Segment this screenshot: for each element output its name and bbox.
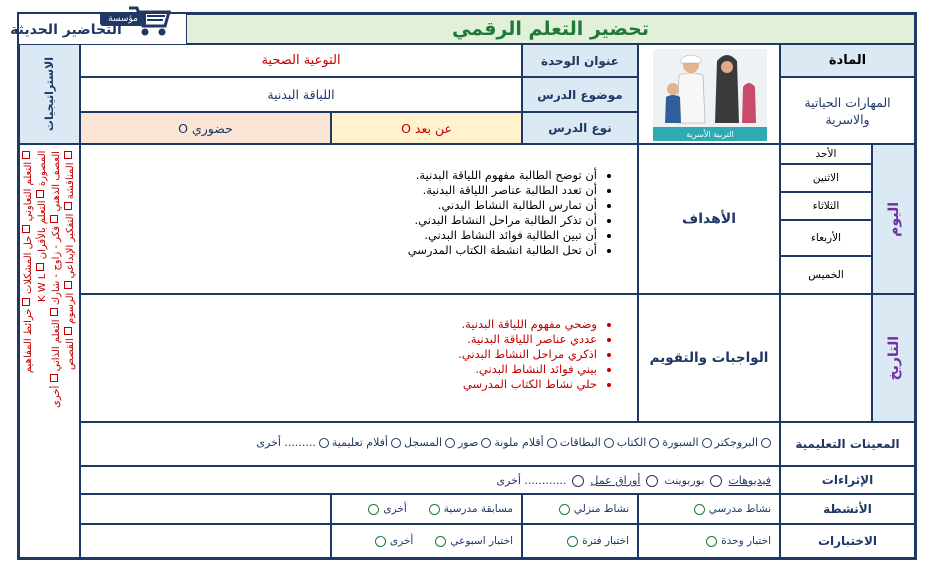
aids-label-cell: [780, 422, 915, 466]
strategy-item: K W L: [37, 274, 48, 303]
objective-item: • أن تذكر الطالبة مراحل النشاط البدني.: [408, 213, 597, 228]
aid-option[interactable]: البطاقات: [559, 436, 601, 449]
activity-option[interactable]: مسابقة مدرسية: [443, 503, 513, 515]
homework-item: • اذكري مراحل النشاط البدني.: [458, 347, 597, 362]
strategy-item: حل المشكلات: [23, 236, 34, 295]
strategy-item: المصورة: [37, 151, 48, 187]
checkbox-icon[interactable]: [36, 190, 44, 198]
homework-list-cell: [80, 294, 638, 422]
radio-icon[interactable]: [649, 438, 659, 448]
activity-option-group: [559, 503, 629, 515]
strategy-item: التعلم التعاوني: [23, 162, 34, 222]
homework-item: • عددي عناصر اللياقة البدنية.: [458, 332, 597, 347]
strategies-col-4: [64, 151, 76, 551]
date-label: التاريخ: [885, 335, 902, 381]
strategy-item: أخرى: [51, 385, 62, 408]
enrichment-label-cell: [780, 466, 915, 494]
radio-icon[interactable]: [547, 438, 557, 448]
type-present-option[interactable]: حضوري O: [178, 120, 233, 136]
checkbox-icon[interactable]: [64, 327, 72, 335]
tests-label: الاختبارات: [817, 534, 878, 548]
objectives-label: الأهداف: [681, 211, 737, 227]
unit-label: عنوان الوحدة: [541, 53, 619, 68]
objectives-label-cell: [638, 144, 780, 294]
activity-option-group: [368, 503, 513, 515]
checkbox-icon[interactable]: [50, 374, 58, 382]
aids-label: المعينات التعليمية: [795, 437, 900, 451]
activity-option[interactable]: أخرى: [383, 503, 407, 515]
strategy-item: القصص: [65, 337, 76, 370]
strategy-item: المناقشة: [65, 162, 76, 199]
aids-options-cell: [80, 422, 780, 466]
radio-icon[interactable]: [761, 438, 771, 448]
checkbox-icon[interactable]: [36, 263, 44, 271]
objective-item: • أن تمارس الطالبة النشاط البدني.: [408, 198, 597, 213]
lesson-label-cell: [522, 77, 638, 112]
logo: [0, 4, 185, 44]
strategy-item: التعلم بالأقران: [37, 200, 48, 260]
day-tuesday[interactable]: [780, 192, 872, 220]
checkbox-icon[interactable]: [22, 298, 30, 306]
enrichment-options-cell: [80, 466, 780, 494]
objective-item: • أن توضح الطالبة مفهوم اللياقة البدنية.: [408, 168, 597, 183]
day-wednesday[interactable]: [780, 220, 872, 256]
homework-item: • وضحي مفهوم اللياقة البدنية.: [458, 317, 597, 332]
day-item: الأربعاء: [810, 232, 842, 244]
activity-option-group: [694, 503, 771, 515]
strategy-item: الرسوم: [65, 292, 76, 324]
family-illustration-icon: [653, 49, 767, 125]
radio-icon[interactable]: [435, 536, 446, 547]
test-cell-2[interactable]: [522, 524, 638, 558]
radio-icon[interactable]: [368, 504, 379, 515]
checkbox-icon[interactable]: [64, 202, 72, 210]
strategy-item: العصف الذهني: [51, 151, 62, 212]
checkbox-icon[interactable]: [50, 215, 58, 223]
activity-cell-1[interactable]: [638, 494, 780, 524]
aid-option[interactable]: الكتاب: [616, 436, 647, 449]
strategies-col-2: [36, 151, 48, 551]
enrichment-label: الإثراءات: [821, 473, 874, 487]
day-item: الأحد: [815, 148, 837, 160]
aid-option[interactable]: صور: [458, 436, 479, 449]
lesson-value-cell: [80, 77, 522, 112]
day-label: اليوم: [885, 201, 902, 237]
unit-value-cell: [80, 44, 522, 77]
day-item: الخميس: [808, 269, 844, 281]
aid-option[interactable]: المسجل: [403, 436, 442, 449]
test-cell-1[interactable]: [638, 524, 780, 558]
type-label: نوع الدرس: [548, 121, 612, 135]
radio-icon[interactable]: [445, 438, 455, 448]
radio-icon[interactable]: [710, 475, 722, 487]
date-label-cell: [872, 294, 915, 422]
strategies-list: [19, 144, 80, 558]
aid-option[interactable]: أقلام ملونة: [494, 436, 544, 449]
homework-item: • بيني فوائد النشاط البدني.: [458, 362, 597, 377]
aid-option[interactable]: البروجكتر: [714, 436, 758, 449]
objectives-list-cell: [80, 144, 638, 294]
strategy-item: خرائط المفاهيم: [23, 308, 34, 374]
aid-option[interactable]: أخرى .........: [256, 436, 316, 449]
subject-value-cell: [780, 77, 915, 144]
page-title: تحضير التعلم الرقمي: [451, 18, 649, 40]
homework-label: الواجبات والتقويم: [649, 350, 769, 366]
subject-label-cell: [780, 44, 915, 77]
activities-label: الأنشطة: [823, 502, 872, 516]
checkbox-icon[interactable]: [64, 151, 72, 159]
radio-icon[interactable]: [567, 536, 578, 547]
radio-icon[interactable]: [694, 504, 705, 515]
test-cell-3[interactable]: [331, 524, 522, 558]
radio-icon[interactable]: [559, 504, 570, 515]
type-label-cell: [522, 112, 638, 144]
test-option[interactable]: اختبار اسبوعي: [450, 535, 513, 547]
radio-icon[interactable]: [646, 475, 658, 487]
lesson-value: اللياقة البدنية: [267, 87, 335, 102]
radio-icon[interactable]: [481, 438, 491, 448]
enrichment-option[interactable]: أخرى ............: [496, 474, 567, 487]
objective-item: • أن تبين الطالبة فوائد النشاط البدني.: [408, 228, 597, 243]
test-option-group: [706, 535, 771, 547]
date-value-cell[interactable]: [780, 294, 872, 422]
unit-value: التوعية الصحية: [261, 53, 341, 68]
test-cell-empty: [80, 524, 331, 558]
enrichment-option[interactable]: بوربوينت: [664, 474, 705, 487]
radio-icon[interactable]: [391, 438, 401, 448]
aid-option[interactable]: السبورة: [662, 436, 699, 449]
test-option-group: [567, 535, 629, 547]
radio-icon[interactable]: [572, 475, 584, 487]
strategies-heading-cell: [19, 44, 80, 144]
strategy-item: التفكير الإبداعي: [65, 213, 76, 279]
subject-label: المادة: [828, 53, 867, 68]
strategies-col-1: [22, 151, 34, 551]
checkbox-icon[interactable]: [22, 151, 30, 159]
day-sunday[interactable]: [780, 144, 872, 164]
enrichment-option[interactable]: فيديوهات: [728, 474, 771, 487]
radio-icon[interactable]: [429, 504, 440, 515]
activity-cell-2[interactable]: [522, 494, 638, 524]
radio-icon[interactable]: [319, 438, 329, 448]
day-label-cell: [872, 144, 915, 294]
test-option[interactable]: اختبار وحدة: [721, 535, 771, 547]
day-thursday[interactable]: [780, 256, 872, 294]
unit-label-cell: [522, 44, 638, 77]
family-image-cell: [638, 44, 780, 144]
subject-value: المهارات الحياتية والاسرية: [804, 94, 891, 127]
strategy-item: فكر - زاوج - شارك: [51, 225, 62, 306]
lesson-label: موضوع الدرس: [537, 87, 623, 102]
strategies-col-3: [50, 151, 62, 551]
aids-options: [256, 436, 771, 449]
day-monday[interactable]: [780, 164, 872, 192]
objective-item: • أن تحل الطالبة انشطة الكتاب المدرسي: [408, 243, 597, 258]
logo-small-badge: مؤسسة: [100, 12, 146, 26]
activity-cell-empty: [80, 494, 331, 524]
activity-option[interactable]: نشاط مدرسي: [708, 503, 771, 515]
tests-label-cell: [780, 524, 915, 558]
image-caption-bar: [653, 127, 767, 141]
activity-option[interactable]: نشاط منزلي: [573, 503, 629, 515]
objective-item: • أن تعدد الطالبة عناصر اللياقة البدنية.: [408, 183, 597, 198]
checkbox-icon[interactable]: [50, 308, 58, 316]
radio-icon[interactable]: [375, 536, 386, 547]
title-bar: [186, 14, 915, 44]
objectives-list: [408, 168, 615, 258]
enrichment-options: [496, 474, 771, 487]
day-item: الثلاثاء: [812, 200, 840, 212]
test-option[interactable]: أخرى: [389, 535, 414, 547]
radio-icon[interactable]: [604, 438, 614, 448]
image-caption: التربية الأسرية: [686, 129, 734, 139]
homework-list: [458, 317, 615, 392]
radio-icon[interactable]: [706, 536, 717, 547]
strategy-item: التعلم الذاتي: [51, 319, 62, 372]
type-remote-cell[interactable]: [331, 112, 522, 144]
day-item: الاثنين: [812, 172, 840, 184]
homework-item: • حلي نشاط الكتاب المدرسي: [458, 377, 597, 392]
strategies-heading: الاستراتيجيات: [43, 56, 56, 132]
checkbox-icon[interactable]: [22, 225, 30, 233]
aid-option[interactable]: أفلام تعليمية: [331, 436, 388, 449]
enrichment-option[interactable]: أوراق عمل: [590, 474, 641, 487]
type-present-cell[interactable]: [80, 112, 331, 144]
test-option-group: [375, 535, 513, 547]
family-image: [653, 49, 767, 141]
activities-label-cell: [780, 494, 915, 524]
checkbox-icon[interactable]: [64, 281, 72, 289]
activity-cell-3[interactable]: [331, 494, 522, 524]
homework-label-cell: [638, 294, 780, 422]
test-option[interactable]: اختبار فترة: [582, 535, 629, 547]
type-remote-option[interactable]: عن بعد O: [401, 120, 452, 136]
logo-text: التحاضير الحديثة: [10, 22, 122, 38]
radio-icon[interactable]: [702, 438, 712, 448]
